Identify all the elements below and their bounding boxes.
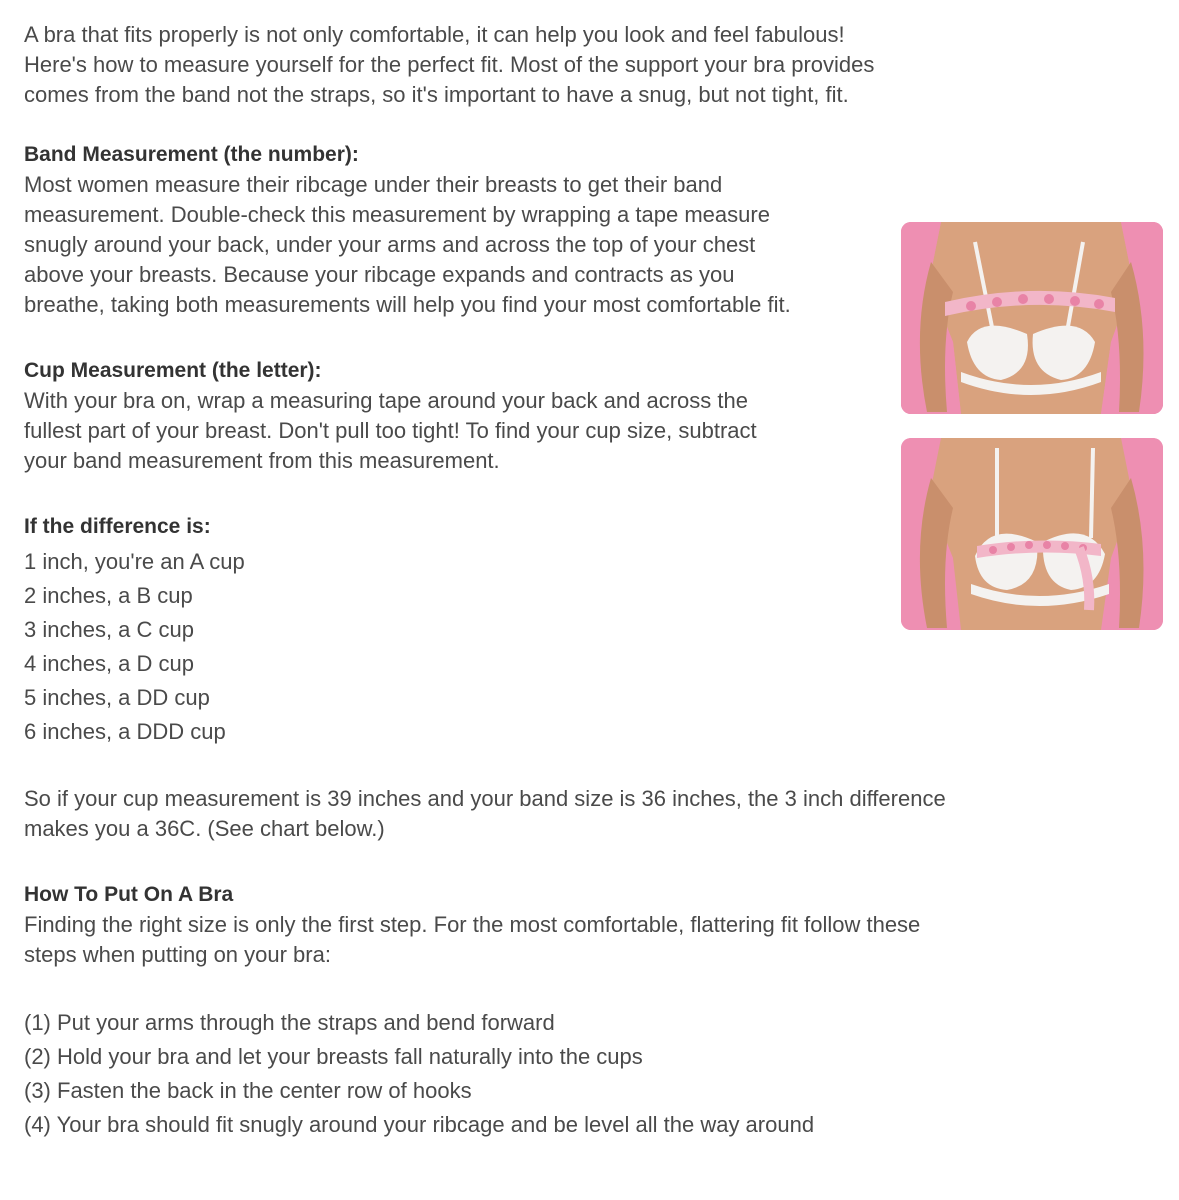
difference-list bbox=[24, 545, 1034, 749]
cup-section bbox=[24, 356, 1034, 476]
howto-heading: How To Put On A Bra bbox=[24, 883, 234, 906]
howto-line: steps when putting on your bra: bbox=[24, 942, 331, 967]
list-item: (3) Fasten the back in the center row of hooks bbox=[24, 1078, 472, 1103]
list-item: (2) Hold your bra and let your breasts fall naturally into the cups bbox=[24, 1044, 643, 1069]
example-paragraph bbox=[24, 784, 1034, 844]
list-item: 2 inches, a B cup bbox=[24, 583, 193, 608]
cup-heading: Cup Measurement (the letter): bbox=[24, 359, 322, 382]
list-item: 6 inches, a DDD cup bbox=[24, 719, 226, 744]
list-item: 5 inches, a DD cup bbox=[24, 685, 210, 710]
list-item: 1 inch, you're an A cup bbox=[24, 549, 245, 574]
intro-paragraph bbox=[24, 20, 1034, 110]
band-heading: Band Measurement (the number): bbox=[24, 143, 359, 166]
intro-line: A bra that fits properly is not only comfortable, it can help you look and feel fabulous! bbox=[24, 22, 845, 47]
cup-line: fullest part of your breast. Don't pull too tight! To find your cup size, subtract bbox=[24, 418, 757, 443]
howto-line: Finding the right size is only the first step. For the most comfortable, flattering fit follow these bbox=[24, 912, 921, 937]
cup-photo-illustration bbox=[901, 438, 1163, 630]
list-item: (1) Put your arms through the straps and bend forward bbox=[24, 1010, 555, 1035]
band-line: Most women measure their ribcage under their breasts to get their band bbox=[24, 172, 723, 197]
cup-line: your band measurement from this measurement. bbox=[24, 448, 500, 473]
example-line: So if your cup measurement is 39 inches and your band size is 36 inches, the 3 inch difference bbox=[24, 786, 946, 811]
article bbox=[24, 20, 1034, 1142]
band-line: above your breasts. Because your ribcage expands and contracts as you bbox=[24, 262, 735, 287]
howto-section bbox=[24, 880, 1034, 970]
band-line: measurement. Double-check this measurement by wrapping a tape measure bbox=[24, 202, 770, 227]
cup-line: With your bra on, wrap a measuring tape around your back and across the bbox=[24, 388, 748, 413]
band-line: snugly around your back, under your arms and across the top of your chest bbox=[24, 232, 756, 257]
list-item: 3 inches, a C cup bbox=[24, 617, 194, 642]
intro-line: comes from the band not the straps, so it's important to have a snug, but not tight, fit. bbox=[24, 82, 849, 107]
band-section bbox=[24, 140, 1034, 320]
intro-line: Here's how to measure yourself for the perfect fit. Most of the support your bra provides bbox=[24, 52, 875, 77]
list-item: 4 inches, a D cup bbox=[24, 651, 194, 676]
cup-measurement-photo bbox=[901, 438, 1163, 630]
band-line: breathe, taking both measurements will help you find your most comfortable fit. bbox=[24, 292, 791, 317]
band-photo-illustration bbox=[901, 222, 1163, 414]
list-item: (4) Your bra should fit snugly around your ribcage and be level all the way around bbox=[24, 1112, 815, 1137]
band-measurement-photo bbox=[901, 222, 1163, 414]
example-line: makes you a 36C. (See chart below.) bbox=[24, 816, 385, 841]
steps-list bbox=[24, 1006, 1034, 1142]
difference-heading: If the difference is: bbox=[24, 515, 211, 538]
